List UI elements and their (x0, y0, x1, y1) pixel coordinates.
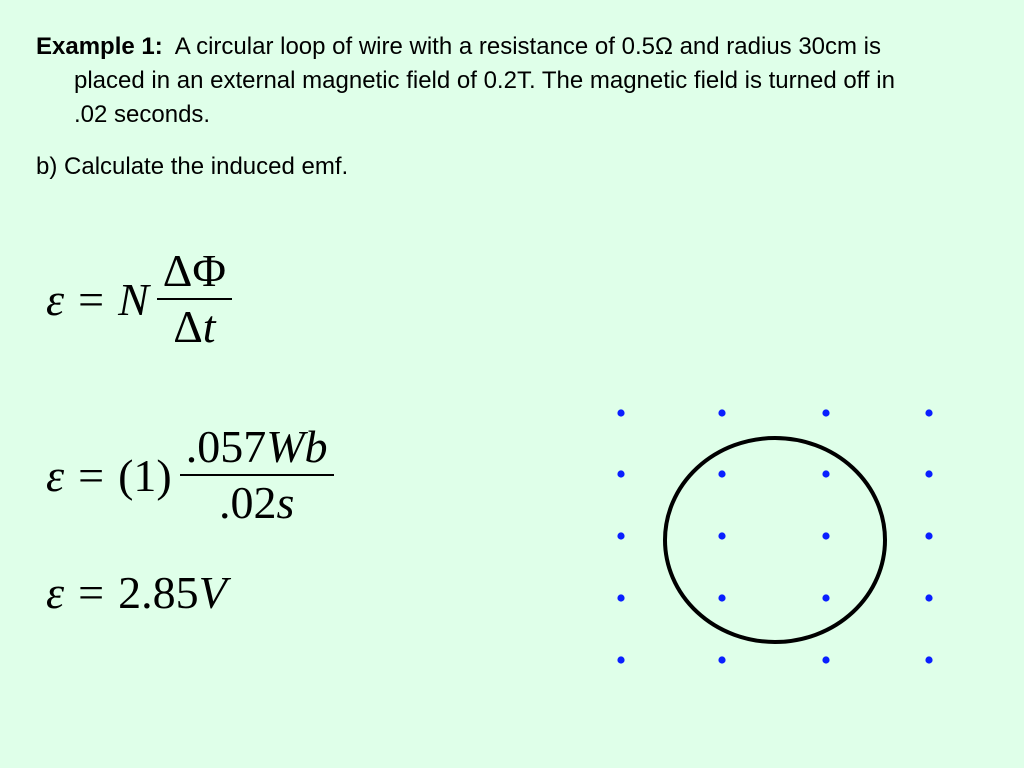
field-dot (617, 656, 624, 663)
flux-value: .057 (185, 421, 267, 472)
emf-unit: V (198, 567, 227, 618)
field-dot (925, 470, 932, 477)
field-dot (718, 470, 725, 477)
field-dot (822, 594, 829, 601)
emf-value: 2.85 (118, 567, 199, 618)
fraction-denominator (213, 476, 300, 530)
magnetic-field-diagram (600, 395, 960, 685)
field-dot (925, 409, 932, 416)
fraction-numerator (180, 420, 334, 474)
field-dot (822, 470, 829, 477)
example-label: Example 1: (36, 33, 163, 60)
result-equation (46, 566, 227, 619)
field-dot (718, 656, 725, 663)
problem-text: A circular loop of wire with a resistance of 0.5Ω and radius 30cm is placed in an external magnetic field of 0.2T. The magnetic field is turned off in .02 seconds. (74, 33, 895, 128)
field-dot (617, 594, 624, 601)
field-dot (925, 656, 932, 663)
field-dot (822, 656, 829, 663)
fraction-numerator: ΔΦ (162, 245, 226, 296)
wire-loop (665, 438, 885, 642)
emf-symbol: ε (46, 273, 65, 325)
substituted-fraction (180, 420, 334, 530)
field-dot (718, 532, 725, 539)
flux-rate-fraction (157, 244, 232, 354)
time-unit: s (276, 477, 295, 528)
faraday-law-equation (46, 244, 232, 354)
flux-unit: Wb (266, 421, 328, 472)
field-dot (617, 532, 624, 539)
field-dot (718, 594, 725, 601)
fraction-denominator (167, 300, 221, 354)
field-dot (822, 532, 829, 539)
time-variable: t (202, 301, 216, 352)
substitution-equation (46, 420, 334, 530)
emf-symbol: ε (46, 567, 65, 618)
field-dot (925, 532, 932, 539)
field-dot (617, 470, 624, 477)
equals-sign: = (78, 449, 105, 501)
problem-statement (36, 30, 916, 132)
turns-value: (1) (118, 449, 172, 501)
turns-variable: N (118, 273, 149, 325)
emf-symbol: ε (46, 449, 65, 501)
field-dot (617, 409, 624, 416)
delta-symbol: Δ (173, 301, 203, 352)
part-b-question: b) Calculate the induced emf. (36, 153, 349, 180)
equals-sign: = (78, 273, 105, 325)
field-dot (925, 594, 932, 601)
equals-sign: = (78, 567, 105, 618)
field-dot (718, 409, 725, 416)
field-dot (822, 409, 829, 416)
time-value: .02 (218, 477, 277, 528)
